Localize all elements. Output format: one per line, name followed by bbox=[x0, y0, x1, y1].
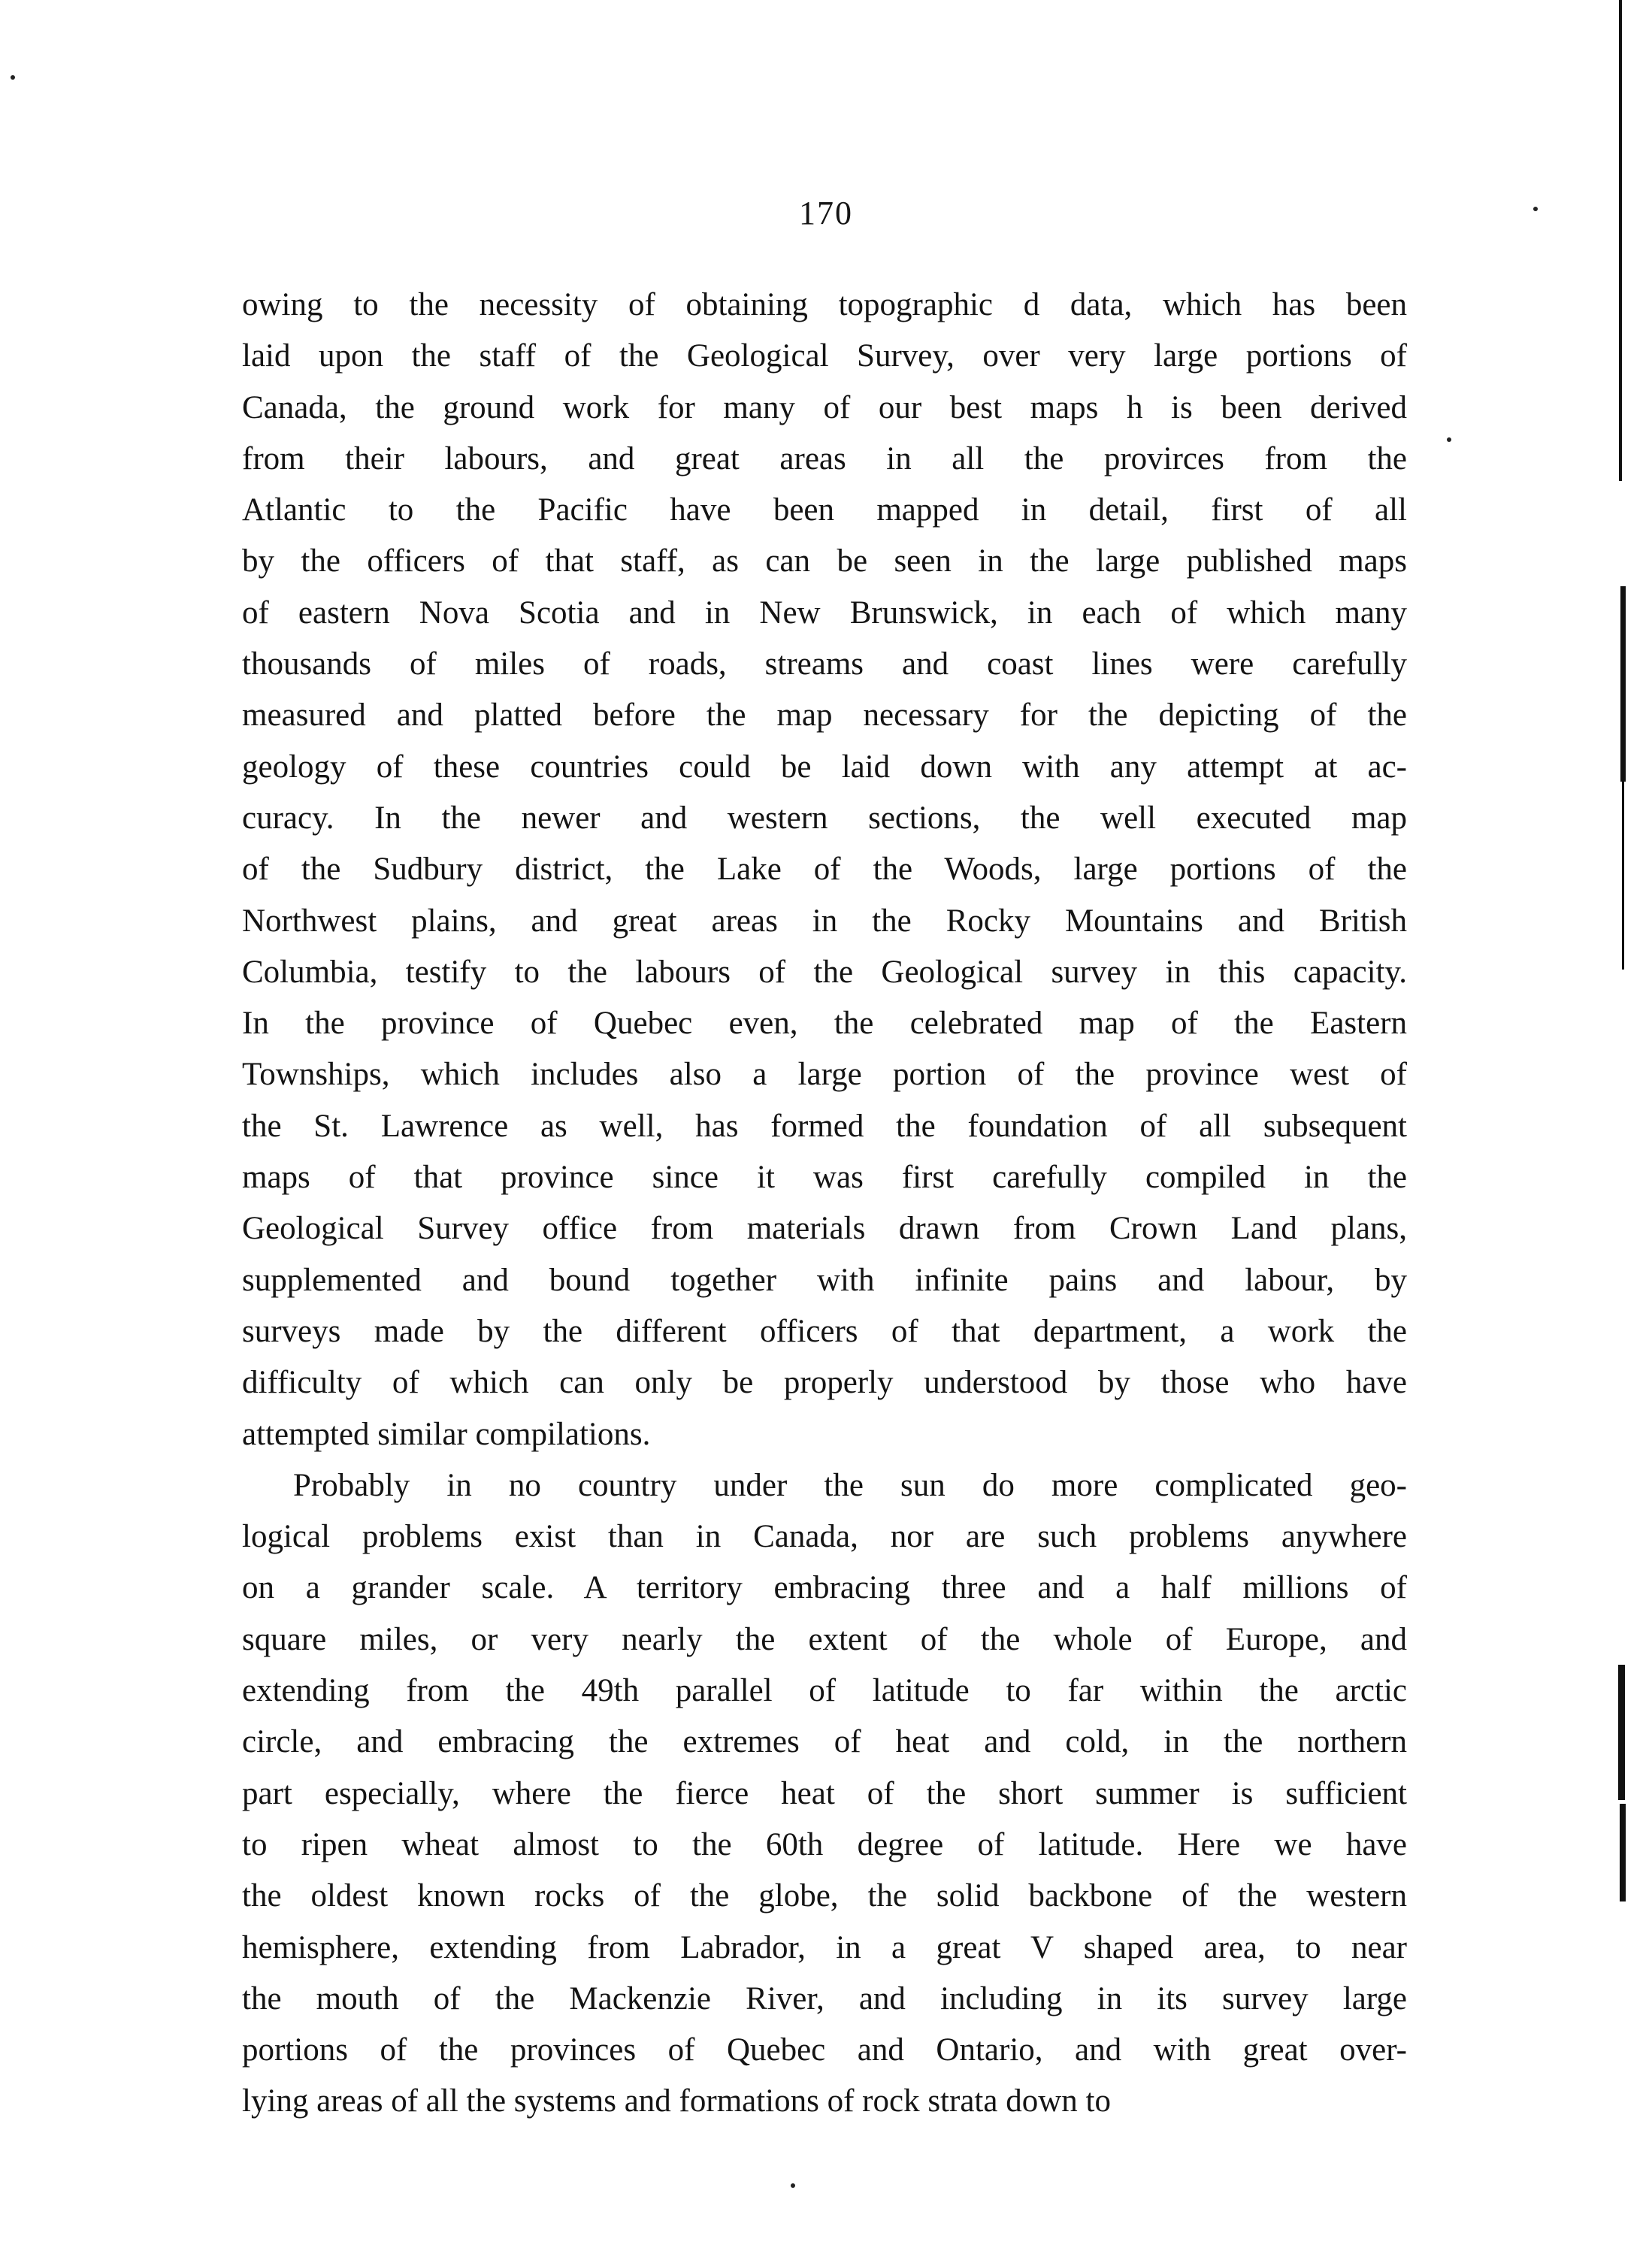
page-number: 170 bbox=[799, 195, 853, 231]
text-line: portions of the provinces of Quebec and Ontario, and with great over- bbox=[242, 2032, 1407, 2068]
text-line: In the province of Quebec even, the celebrated map of the Eastern bbox=[242, 1006, 1407, 1042]
text-line: square miles, or very nearly the extent of the whole of Europe, and bbox=[242, 1621, 1407, 1657]
text-line: measured and platted before the map necessary for the depicting of the bbox=[242, 697, 1407, 734]
text-line: difficulty of which can only be properly understood by those who have bbox=[242, 1365, 1407, 1401]
text-line: Atlantic to the Pacific have been mapped in detail, first of all bbox=[242, 492, 1407, 528]
scan-edge-rule-mid bbox=[1620, 586, 1626, 782]
text-line: lying areas of all the systems and formations of rock strata down to bbox=[242, 2083, 1111, 2119]
text-line: of the Sudbury district, the Lake of the Woods, large portions of the bbox=[242, 852, 1407, 888]
text-line: Probably in no country under the sun do more complicated geo- bbox=[293, 1467, 1407, 1503]
scan-speck bbox=[1447, 437, 1451, 442]
text-line: geology of these countries could be laid down with any attempt at ac- bbox=[242, 749, 1407, 785]
text-line: Geological Survey office from materials drawn from Crown Land plans, bbox=[242, 1211, 1407, 1247]
body-text bbox=[242, 280, 1407, 2128]
text-line: to ripen wheat almost to the 60th degree of latitude. Here we have bbox=[242, 1826, 1407, 1862]
text-line: the mouth of the Mackenzie River, and including in its survey large bbox=[242, 1980, 1407, 2016]
scan-edge-rule-top bbox=[1619, 0, 1622, 481]
text-line: the St. Lawrence as well, has formed the foundation of all subsequent bbox=[242, 1108, 1407, 1144]
scan-speck bbox=[1533, 207, 1538, 211]
text-line: thousands of miles of roads, streams and coast lines were carefully bbox=[242, 646, 1407, 682]
text-line: curacy. In the newer and western sections, the well executed map bbox=[242, 800, 1407, 836]
text-line: of eastern Nova Scotia and in New Brunswick, in each of which many bbox=[242, 594, 1407, 631]
text-line: extending from the 49th parallel of latitude to far within the arctic bbox=[242, 1673, 1407, 1709]
text-line: maps of that province since it was first carefully compiled in the bbox=[242, 1160, 1407, 1196]
text-line: laid upon the staff of the Geological Survey, over very large portions of bbox=[242, 338, 1407, 374]
scan-speck bbox=[11, 75, 15, 80]
paragraph-1 bbox=[242, 280, 1407, 1460]
text-line: the oldest known rocks of the globe, the solid backbone of the western bbox=[242, 1878, 1407, 1914]
text-line: hemisphere, extending from Labrador, in a great V shaped area, to near bbox=[242, 1929, 1407, 1965]
text-line: logical problems exist than in Canada, nor are such problems anywhere bbox=[242, 1519, 1407, 1555]
scan-edge-rule-lower bbox=[1622, 782, 1624, 970]
scan-edge-rule-bottom-b bbox=[1620, 1804, 1626, 1901]
text-line: surveys made by the different officers of that department, a work the bbox=[242, 1313, 1407, 1349]
text-line: Columbia, testify to the labours of the Geological survey in this capacity. bbox=[242, 954, 1407, 990]
scan-edge-rule-bottom-a bbox=[1618, 1665, 1625, 1800]
text-line: Townships, which includes also a large portion of the province west of bbox=[242, 1057, 1407, 1093]
text-line: circle, and embracing the extremes of heat and cold, in the northern bbox=[242, 1724, 1407, 1760]
text-line: attempted similar compilations. bbox=[242, 1416, 651, 1452]
text-line: by the officers of that staff, as can be seen in the large published maps bbox=[242, 543, 1407, 579]
scan-speck bbox=[791, 2183, 795, 2188]
paragraph-2 bbox=[242, 1460, 1407, 2128]
text-line: from their labours, and great areas in all the provirces from the bbox=[242, 440, 1407, 477]
text-line: Northwest plains, and great areas in the Rocky Mountains and British bbox=[242, 903, 1407, 939]
text-line: Canada, the ground work for many of our best maps h is been derived bbox=[242, 389, 1407, 425]
text-line: on a grander scale. A territory embracing three and a half millions of bbox=[242, 1570, 1407, 1606]
text-line: owing to the necessity of obtaining topographic d data, which has been bbox=[242, 287, 1407, 322]
text-line: part especially, where the fierce heat of the short summer is sufficient bbox=[242, 1775, 1407, 1811]
text-line: supplemented and bound together with infinite pains and labour, by bbox=[242, 1262, 1407, 1298]
